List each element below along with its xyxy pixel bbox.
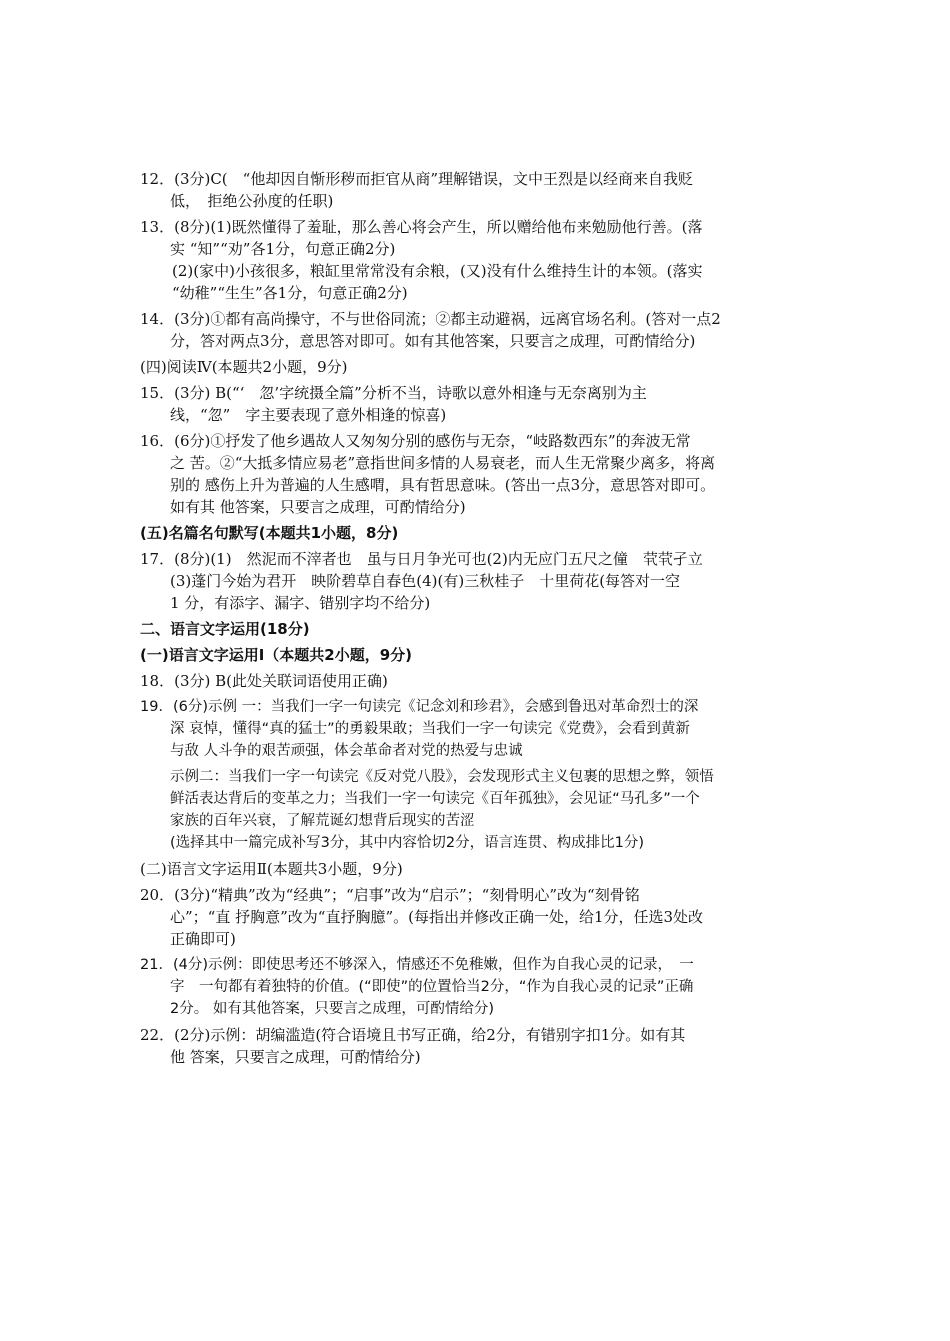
answer-14: 14．(3分)①都有高尚操守，不与世俗同流；②都主动避祸，远离官场名利。(答对一点2 分，答对两点3分，意思答对即可。如有其他答案，只要言之成理，可酌情给分) xyxy=(140,310,721,350)
answer-16: 16．(6分)①抒发了他乡遇故人又匆匆分别的感伤与无奈，“岐路数西东”的奔波无常 之 苦。②“大抵多情应易老”意指世间多情的人易衰老，而人生无常聚少离多，将离 别的 感伤上升为普遍的人生感喟，具有哲思意味。(答出一点3分，意思答对即可。 如有其 他答案，只要言之成理，可酌情给分) xyxy=(140,432,716,516)
answer-20: 20．(3分)“精典”改为“经典”；“启事”改为“启示”；“刻骨明心”改为“刻骨铭 心”；“直 抒胸意”改为“直抒胸臆”。(每指出并修改正确一处，给1分，任选3处改 正确即可) xyxy=(140,886,704,948)
answer-15: 15．(3分) B(“‘ 忽’字统摄全篇”分析不当，诗歌以意外相逢与无奈离别为主 线，“忽” 字主要表现了意外相逢的惊喜) xyxy=(140,384,647,424)
answer-21: 21．(4分)示例：即使思考还不够深入，情感还不免稚嫩，但作为自我心灵的记录， 一 字 一句都有着独特的价值。(“即使”的位置恰当2分，“作为自我心灵的记录”正确 2分。 如有其他答案，只要言之成理，可酌情给分) xyxy=(140,957,694,1017)
part-2-title: 二、语言文字运用(18分) xyxy=(140,620,310,638)
section-language-1: (一)语言文字运用Ⅰ（本题共2小题，9分) xyxy=(140,646,413,664)
section-reading-4: (四)阅读Ⅳ(本题共2小题，9分) xyxy=(140,358,348,376)
answer-18: 18．(3分) B(此处关联词语使用正确) xyxy=(140,672,388,690)
answer-13: 13．(8分)(1)既然懂得了羞耻，那么善心将会产生，所以赠给他布来勉励他行善。(落 实 “知”“劝”各1分，句意正确2分) (2)(家中)小孩很多，粮缸里常常没有余粮，(又)没有什么维持生计的本领。(落实 “幼稚”“生生”各1分，句意正确2分) xyxy=(140,218,703,302)
answer-17: 17．(8分)(1) 然泥而不滓者也 虽与日月争光可也(2)内无应门五尺之僮 茕茕孑立 (3)蓬门今始为君开 映阶碧草自春色(4)(有)三秋桂子 十里荷花(每答对一空 1 分，有添字、漏字、错别字均不给分) xyxy=(140,550,703,612)
answer-key-page xyxy=(140,168,820,1072)
answer-22: 22．(2分)示例：胡编滥造(符合语境且书写正确，给2分，有错别字扣1分。如有其 他 答案，只要言之成理，可酌情给分) xyxy=(140,1026,686,1066)
answer-19: 19．(6分)示例 一：当我们一字一句读完《记念刘和珍君》，会感到鲁迅对革命烈士的深 深 哀悼，懂得“真的猛士”的勇毅果敢；当我们一字一句读完《党费》，会看到黄新 与敌 人斗争的艰苦顽强，体会革命者对党的热爱与忠诚 示例二：当我们一字一句读完《反对党八股》，会发现形式主义包裹的思想之弊，领悟 鲜活表达背后的变革之力；当我们一字一句读完《百年孤独》，会见证“马孔多”一个 家族的百年兴衰，了解荒诞幻想背后现实的苦涩 (选择其中一篇完成补写3分，其中内容恰切2分，语言连贯、构成排比1分) xyxy=(140,699,714,851)
answer-12: 12．(3分)C( “他却因自惭形秽而拒官从商”理解错误，文中王烈是以经商来自我贬 低， 拒绝公孙度的任职) xyxy=(140,170,694,210)
section-language-2: (二)语言文字运用Ⅱ(本题共3小题，9分) xyxy=(140,860,403,878)
section-dictation: (五)名篇名句默写(本题共1小题，8分) xyxy=(140,524,399,542)
